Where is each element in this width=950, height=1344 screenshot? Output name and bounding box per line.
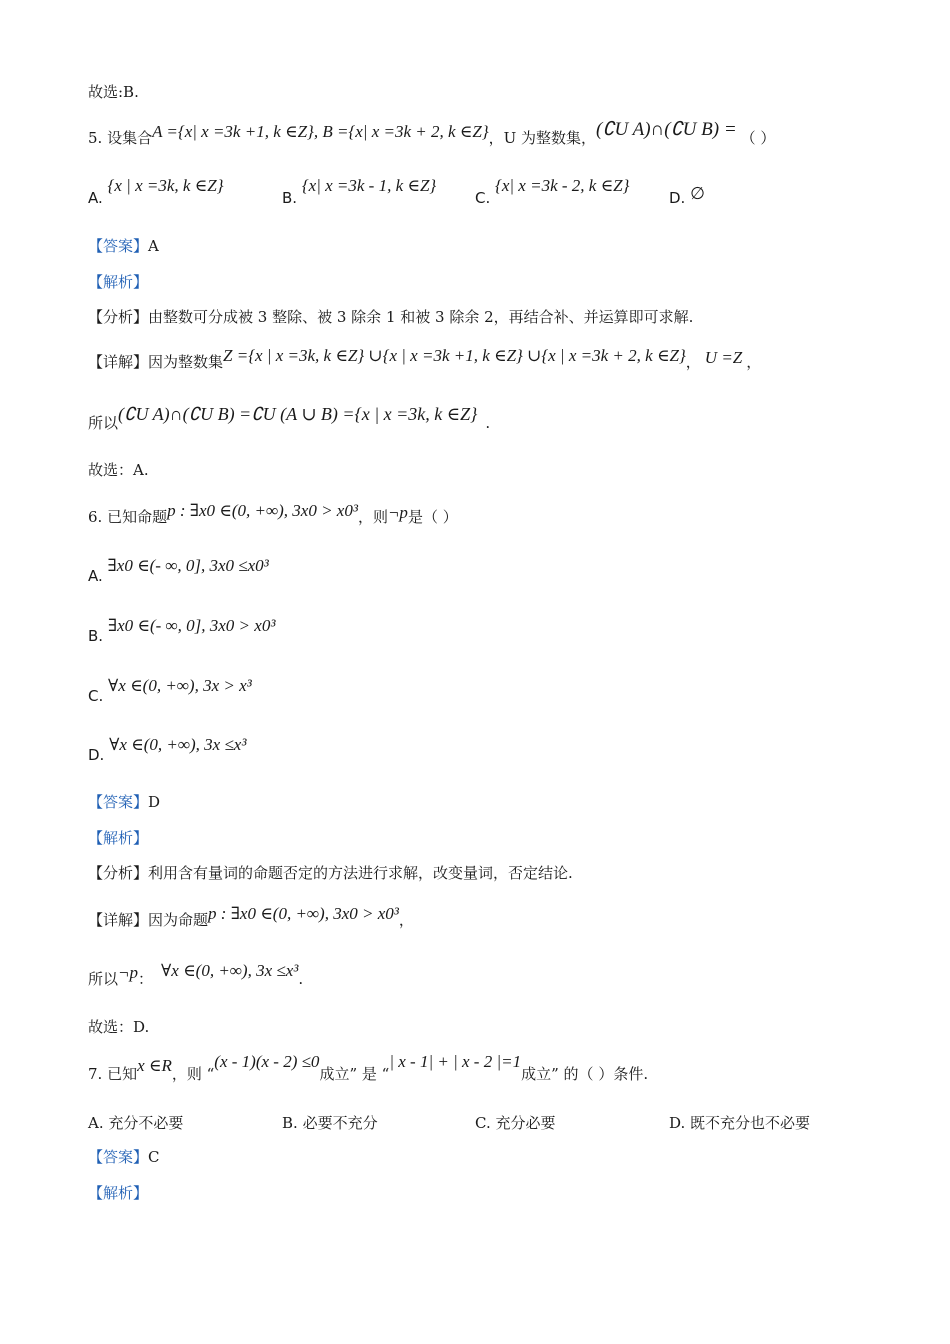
q6-option-c[interactable]: C. ∀x ∈(0, +∞), 3x > x³ bbox=[88, 676, 252, 705]
q5-integer-set-formula: Z ={x | x =3k, k ∈Z} ∪{x | x =3k +1, k ∈Z} ∪{x | x =3k + 2, k ∈Z} bbox=[223, 346, 686, 365]
q6-guxuan: 故选：D. bbox=[88, 1018, 150, 1036]
q6-option-d[interactable]: D. ∀x ∈(0, +∞), 3x ≤x³ bbox=[88, 735, 247, 764]
q6-analysis-tag: 【解析】 bbox=[88, 829, 149, 847]
q5-prefix: 5. 设集合 bbox=[88, 129, 153, 147]
q6-answer: 【答案】D bbox=[88, 793, 161, 811]
q7-stem: 7. 已知x ∈R，则 “(x - 1)(x - 2) ≤0成立” 是 “| x - 1| + | x - 2 |=1成立” 的（ ）条件. bbox=[88, 1052, 649, 1083]
q5-option-d[interactable]: D. ∅ bbox=[669, 184, 705, 207]
q5-analysis-tag: 【解析】 bbox=[88, 273, 149, 291]
q7-option-d[interactable]: D. 既不充分也不必要 bbox=[669, 1114, 811, 1132]
q5-fenxi: 【分析】由整数可分成被 3 整除、被 3 除余 1 和被 3 除余 2，再结合补、并运算即可求解. bbox=[88, 308, 694, 326]
q5-option-a[interactable]: A. {x | x =3k, k ∈Z} bbox=[88, 176, 224, 207]
q6-option-a[interactable]: A. ∃x0 ∈(- ∞, 0], 3x0 ≤x0³ bbox=[88, 556, 269, 585]
q6-xiangjie: 【详解】因为命题p : ∃x0 ∈(0, +∞), 3x0 > x0³， bbox=[88, 904, 414, 929]
q5-paren: （ ） bbox=[740, 129, 776, 147]
q5-complement-formula: (∁U A)∩(∁U B) = bbox=[596, 119, 737, 140]
q5-option-c[interactable]: C. {x| x =3k - 2, k ∈Z} bbox=[475, 176, 630, 207]
q6-suoyi: 所以¬p： ∀x ∈(0, +∞), 3x ≤x³. bbox=[88, 961, 304, 988]
q6-prop-formula: p : ∃x0 ∈(0, +∞), 3x0 > x0³ bbox=[167, 501, 358, 520]
q6-option-b[interactable]: B. ∃x0 ∈(- ∞, 0], 3x0 > x0³ bbox=[88, 616, 276, 645]
q5-stem bbox=[88, 119, 776, 148]
q7-option-c[interactable]: C. 充分必要 bbox=[475, 1114, 556, 1132]
q5-guxuan: 故选：A. bbox=[88, 461, 149, 479]
q5-suoyi: 所以(∁U A)∩(∁U B) =∁U (A ∪ B) ={x | x =3k, k ∈Z} . bbox=[88, 404, 491, 432]
q7-option-a[interactable]: A. 充分不必要 bbox=[88, 1114, 184, 1132]
q7-analysis-tag: 【解析】 bbox=[88, 1184, 149, 1202]
q5-result-formula: (∁U A)∩(∁U B) =∁U (A ∪ B) ={x | x =3k, k ∈Z} bbox=[118, 404, 478, 424]
q5-sets-formula: A ={x| x =3k +1, k ∈Z}, B ={x| x =3k + 2, k ∈Z} bbox=[152, 122, 489, 141]
q5-option-b[interactable]: B. {x| x =3k - 1, k ∈Z} bbox=[282, 176, 437, 207]
q6-fenxi: 【分析】利用含有量词的命题否定的方法进行求解，改变量词，否定结论. bbox=[88, 864, 573, 882]
q7-answer: 【答案】C bbox=[88, 1148, 160, 1166]
q7-option-b[interactable]: B. 必要不充分 bbox=[282, 1114, 378, 1132]
prev-answer: 故选:B. bbox=[88, 83, 139, 101]
q5-xiangjie: 【详解】因为整数集Z ={x | x =3k, k ∈Z} ∪{x | x =3k +1, k ∈Z} ∪{x | x =3k + 2, k ∈Z}， U =Z ， bbox=[88, 346, 762, 371]
q6-stem: 6. 已知命题p : ∃x0 ∈(0, +∞), 3x0 > x0³，则¬p是（ ） bbox=[88, 501, 458, 526]
q5-answer: 【答案】A bbox=[88, 237, 159, 255]
q5-mid: ，U 为整数集， bbox=[488, 129, 597, 147]
